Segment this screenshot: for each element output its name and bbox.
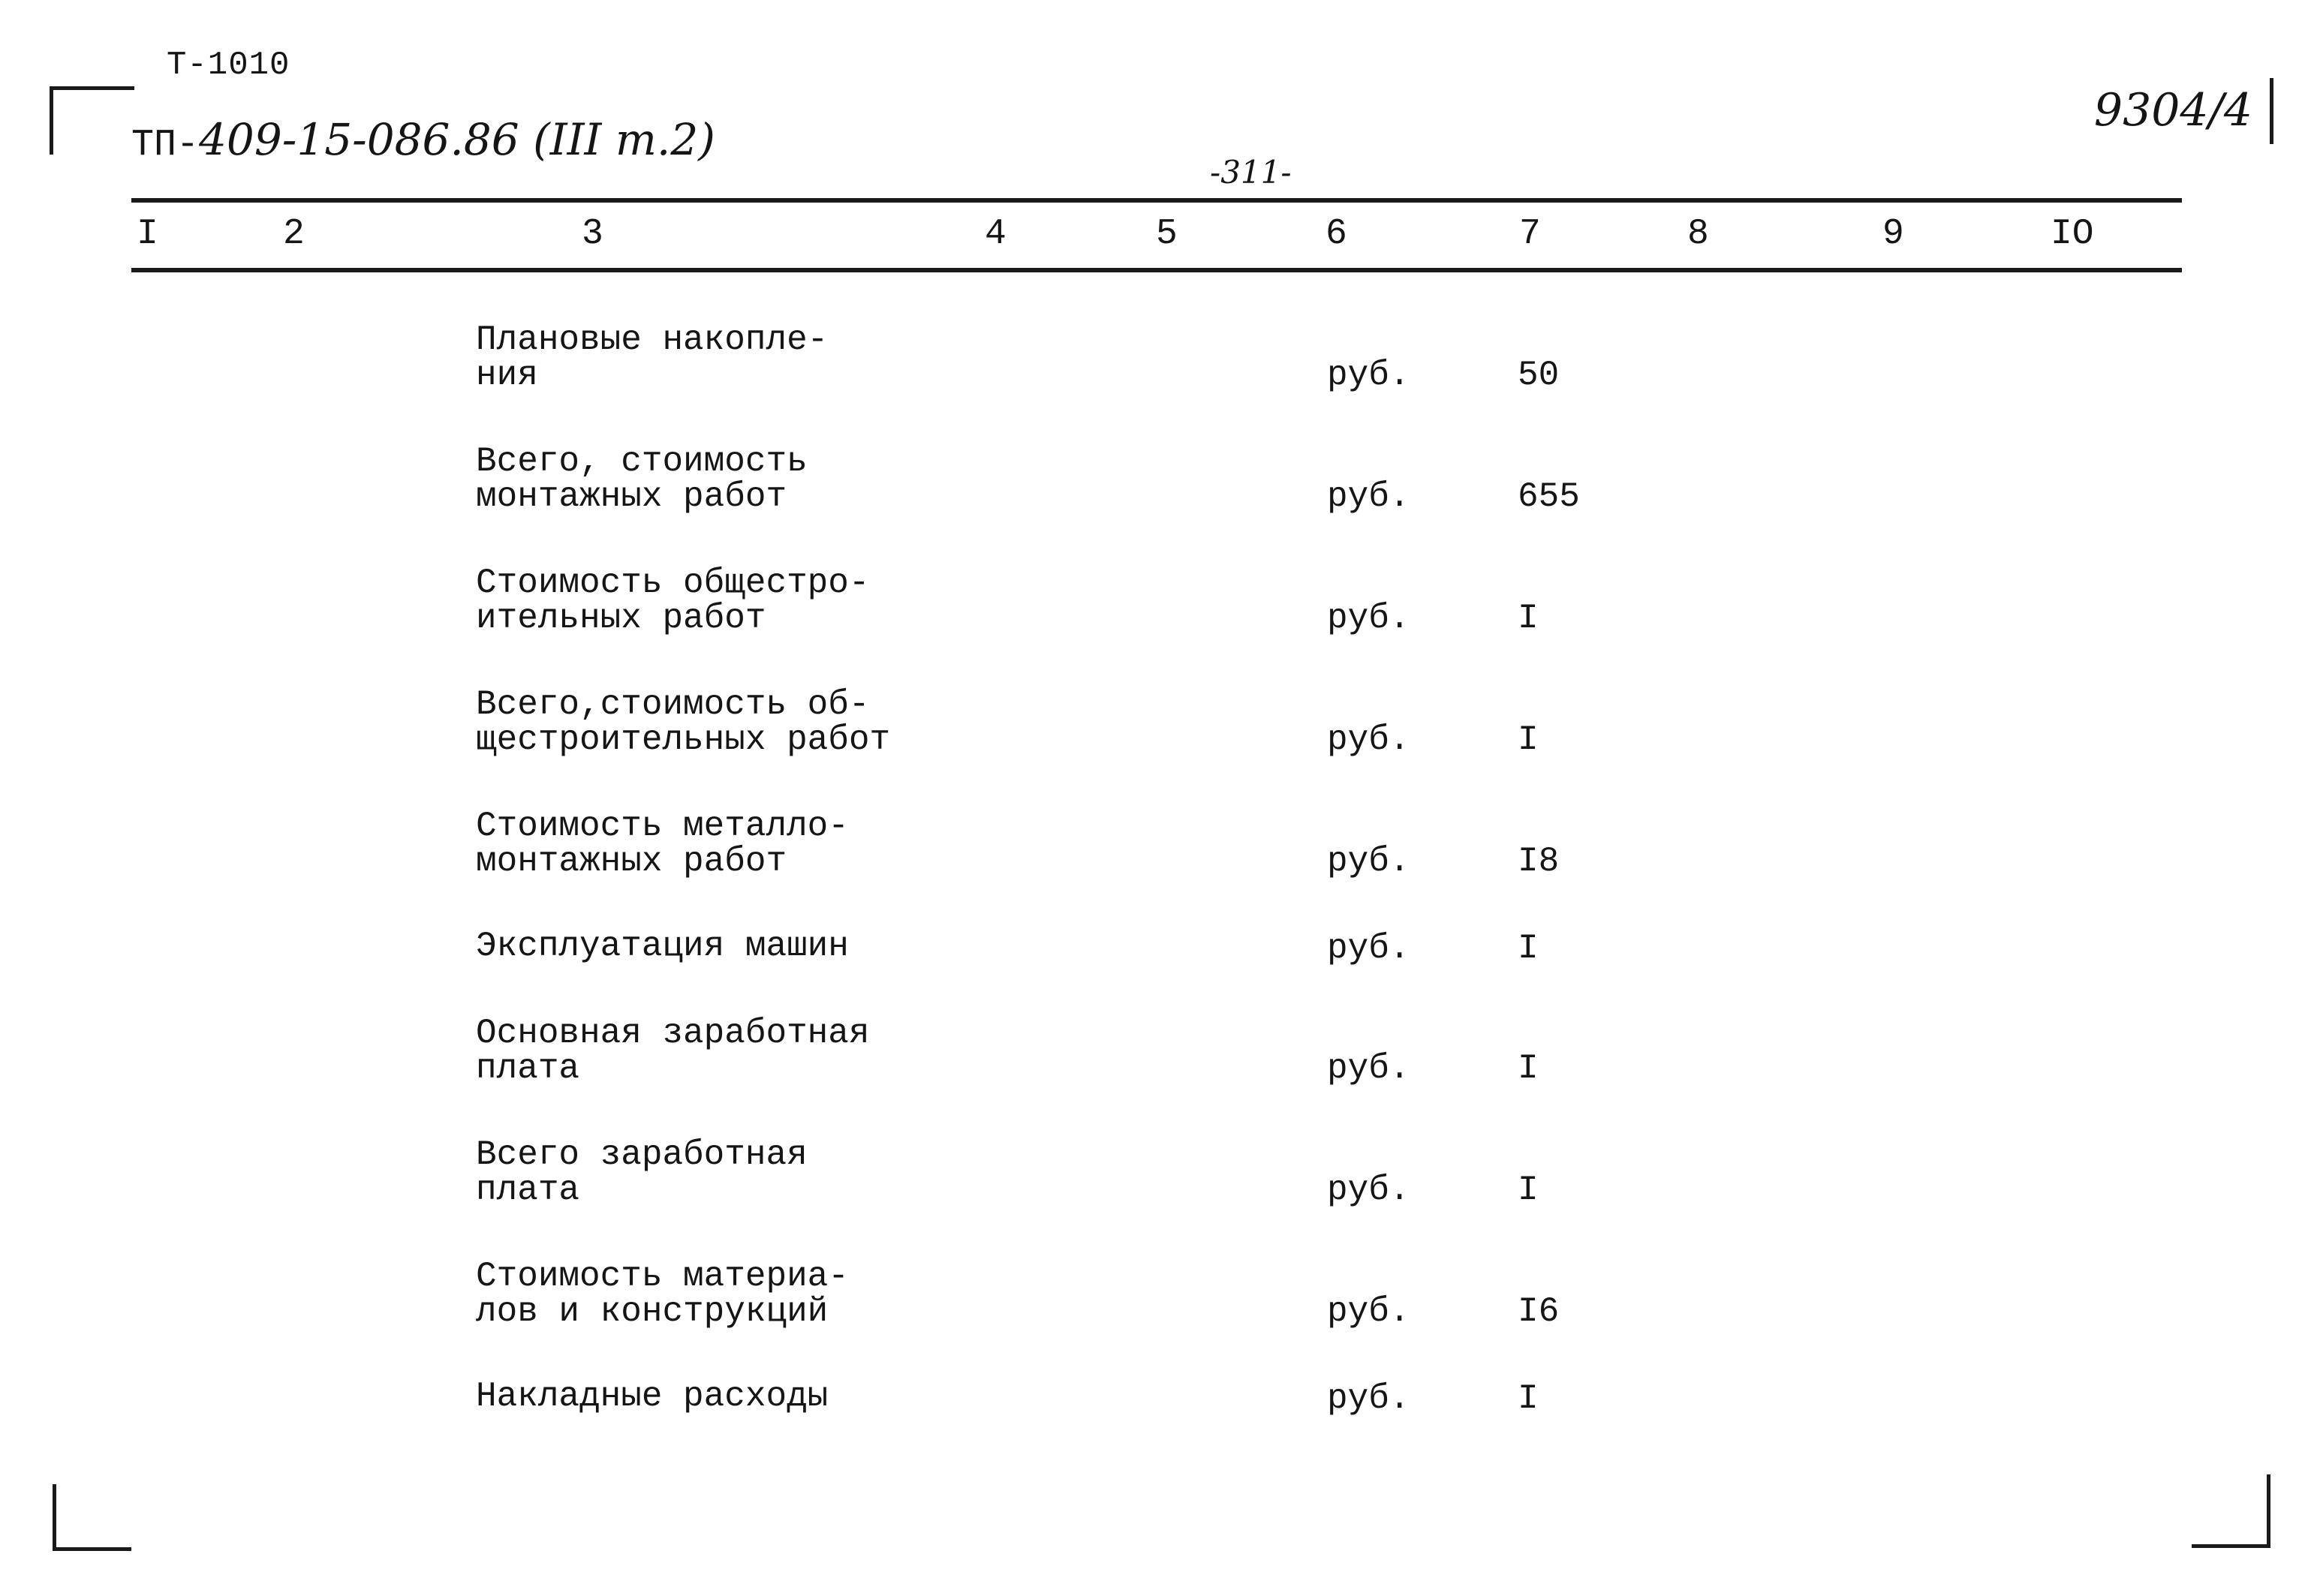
row-value: I <box>1518 720 1539 759</box>
row-label: Всего,стоимость об- щестроительных работ <box>476 685 891 759</box>
row-label: Основная заработная плата <box>476 1014 870 1088</box>
row-label: Всего, стоимость монтажных работ <box>476 442 808 516</box>
row-label: Всего заработная плата <box>476 1135 808 1210</box>
column-number: 9 <box>1882 214 1904 254</box>
column-number: 6 <box>1326 214 1347 254</box>
frame-corner-bottom-left <box>53 1484 131 1551</box>
row-unit: руб. <box>1327 1292 1410 1331</box>
row-label: Плановые накопле- ния <box>476 320 829 395</box>
row-unit: руб. <box>1327 1171 1410 1210</box>
column-number: 3 <box>582 214 603 254</box>
row-value: I <box>1518 1049 1539 1088</box>
doc-number <box>131 114 715 168</box>
table-rule-bottom <box>131 268 2182 272</box>
row-value: I <box>1518 1171 1539 1210</box>
table-rule-top <box>131 198 2182 203</box>
frame-corner-top-right <box>2256 78 2273 144</box>
frame-corner-bottom-right <box>2192 1474 2270 1548</box>
row-unit: руб. <box>1327 842 1410 881</box>
row-unit: руб. <box>1327 356 1410 395</box>
row-value: 50 <box>1518 356 1560 395</box>
row-value: 655 <box>1518 477 1580 516</box>
doc-number-handwritten: 409-15-086.86 (III т.2) <box>199 114 715 165</box>
column-number: 2 <box>283 214 305 254</box>
row-unit: руб. <box>1327 720 1410 759</box>
column-number: 8 <box>1687 214 1709 254</box>
row-label: Стоимость общестро- ительных работ <box>476 564 870 638</box>
sheet-number: 9304/4 <box>2093 84 2252 137</box>
column-number: 5 <box>1156 214 1178 254</box>
row-value: I <box>1518 1379 1539 1418</box>
row-label: Стоимость материа- лов и конструкций <box>476 1257 849 1331</box>
doc-code: Т-1010 <box>167 47 290 84</box>
doc-number-prefix: ТП- <box>131 124 200 167</box>
row-label: Эксплуатация машин <box>476 927 849 966</box>
row-value: I <box>1518 599 1539 638</box>
row-label: Стоимость металло- монтажных работ <box>476 807 849 881</box>
row-value: I <box>1518 929 1539 968</box>
row-unit: руб. <box>1327 1379 1410 1418</box>
page-number: -311- <box>1210 154 1292 191</box>
column-number: I <box>137 214 158 254</box>
row-value: I8 <box>1518 842 1560 881</box>
column-number: 4 <box>985 214 1007 254</box>
row-unit: руб. <box>1327 599 1410 638</box>
row-unit: руб. <box>1327 477 1410 516</box>
column-number: 7 <box>1519 214 1541 254</box>
row-unit: руб. <box>1327 929 1410 968</box>
frame-corner-top-left <box>50 86 134 155</box>
row-unit: руб. <box>1327 1049 1410 1088</box>
column-number: IO <box>2051 214 2094 254</box>
row-value: I6 <box>1518 1292 1560 1331</box>
row-label: Накладные расходы <box>476 1377 829 1416</box>
